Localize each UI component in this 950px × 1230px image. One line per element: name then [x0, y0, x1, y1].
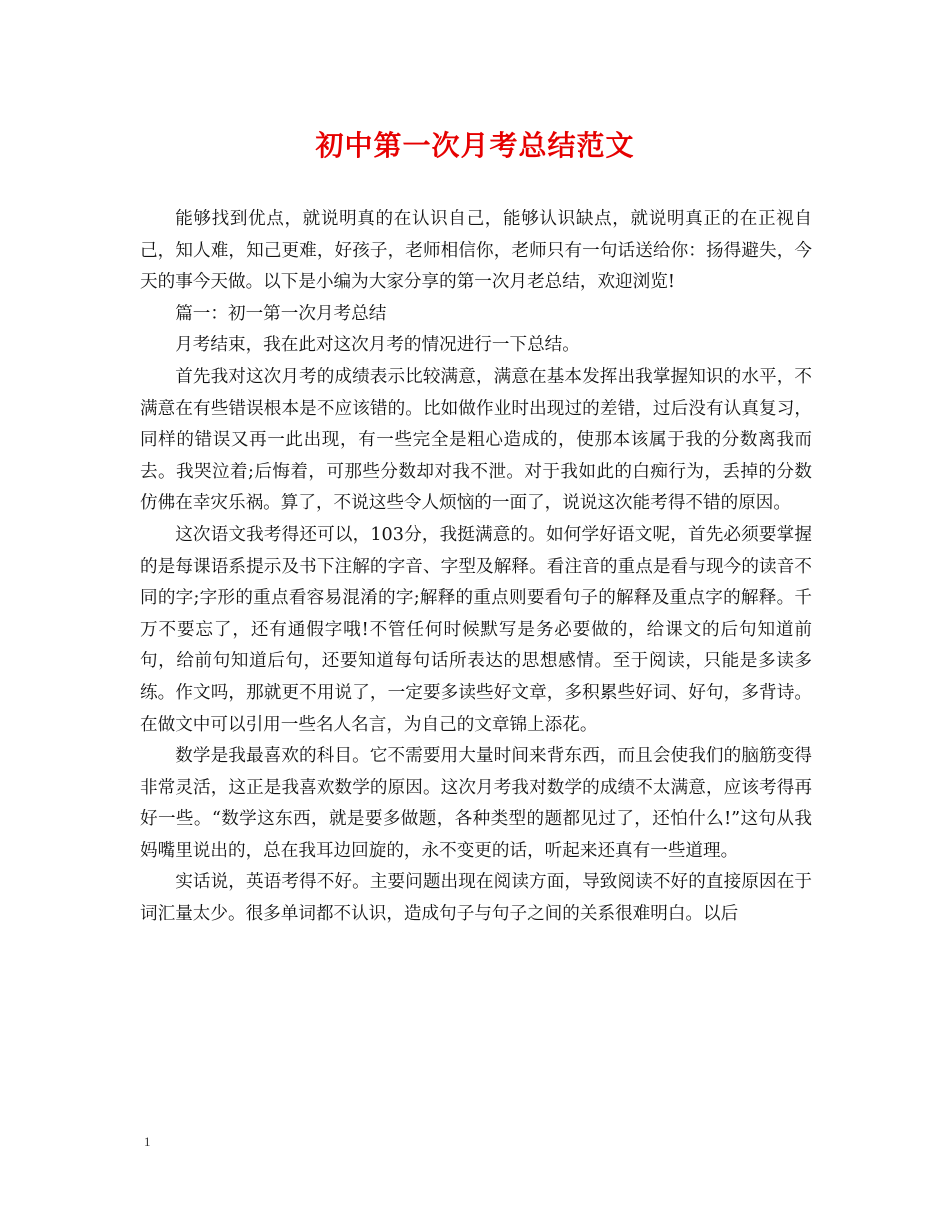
page-number: 1: [144, 1134, 151, 1149]
intro-paragraph: 能够找到优点，就说明真的在认识自己，能够认识缺点，就说明真正的在正视自己，知人难，知己更难，好孩子，老师相信你，老师只有一句话送给你：扬得避失，今天的事今天做。以下是小编为大家分享的第一次月老总结，欢迎浏览!: [140, 209, 812, 293]
body-paragraph: 月考结束，我在此对这次月考的情况进行一下总结。: [175, 335, 580, 356]
body-paragraph: 数学是我最喜欢的科目。它不需要用大量时间来背东西，而且会使我们的脑筋变得非常灵活，这正是我喜欢数学的原因。这次月考我对数学的成绩不太满意，应该考得再好一些。“数学这东西，就是要多做题，各种类型的题都见过了，还怕什么!”这句从我妈嘴里说出的，总在我耳边回旋的，永不变更的话，听起来还真有一些道理。: [140, 746, 812, 861]
body-paragraph: 首先我对这次月考的成绩表示比较满意，满意在基本发挥出我掌握知识的水平，不满意在有些错误根本是不应该错的。比如做作业时出现过的差错，过后没有认真复习，同样的错误又再一此出现，有一些完全是粗心造成的，使那本该属于我的分数离我而去。我哭泣着;后悔着，可那些分数却对我不泄。对于我如此的白痴行为，丢掉的分数仿佛在幸灾乐祸。算了，不说这些令人烦恼的一面了，说说这次能考得不错的原因。: [140, 366, 812, 514]
section-heading: 篇一：初一第一次月考总结: [175, 303, 387, 324]
body-paragraph: 这次语文我考得还可以，103分，我挺满意的。如何学好语文呢，首先必须要掌握的是每课语系提示及书下注解的字音、字型及解释。看注音的重点是看与现今的读音不同的字;字形的重点看容易混淆的字;解释的重点则要看句子的解释及重点字的解释。千万不要忘了，还有通假字哦!不管任何时候默写是务必要做的，给课文的后句知道前句，给前句知道后句，还要知道每句话所表达的思想感情。至于阅读，只能是多读多练。作文吗，那就更不用说了，一定要多读些好文章，多积累些好词、好句，多背诗。在做文中可以引用一些名人名言，为自己的文章锦上添花。: [140, 524, 812, 735]
body-paragraph: 实话说，英语考得不好。主要问题出现在阅读方面，导致阅读不好的直接原因在于词汇量太少。很多单词都不认识，造成句子与句子之间的关系很难明白。以后: [140, 872, 812, 925]
document-title: 初中第一次月考总结范文: [315, 129, 635, 162]
document-body: [140, 204, 812, 931]
